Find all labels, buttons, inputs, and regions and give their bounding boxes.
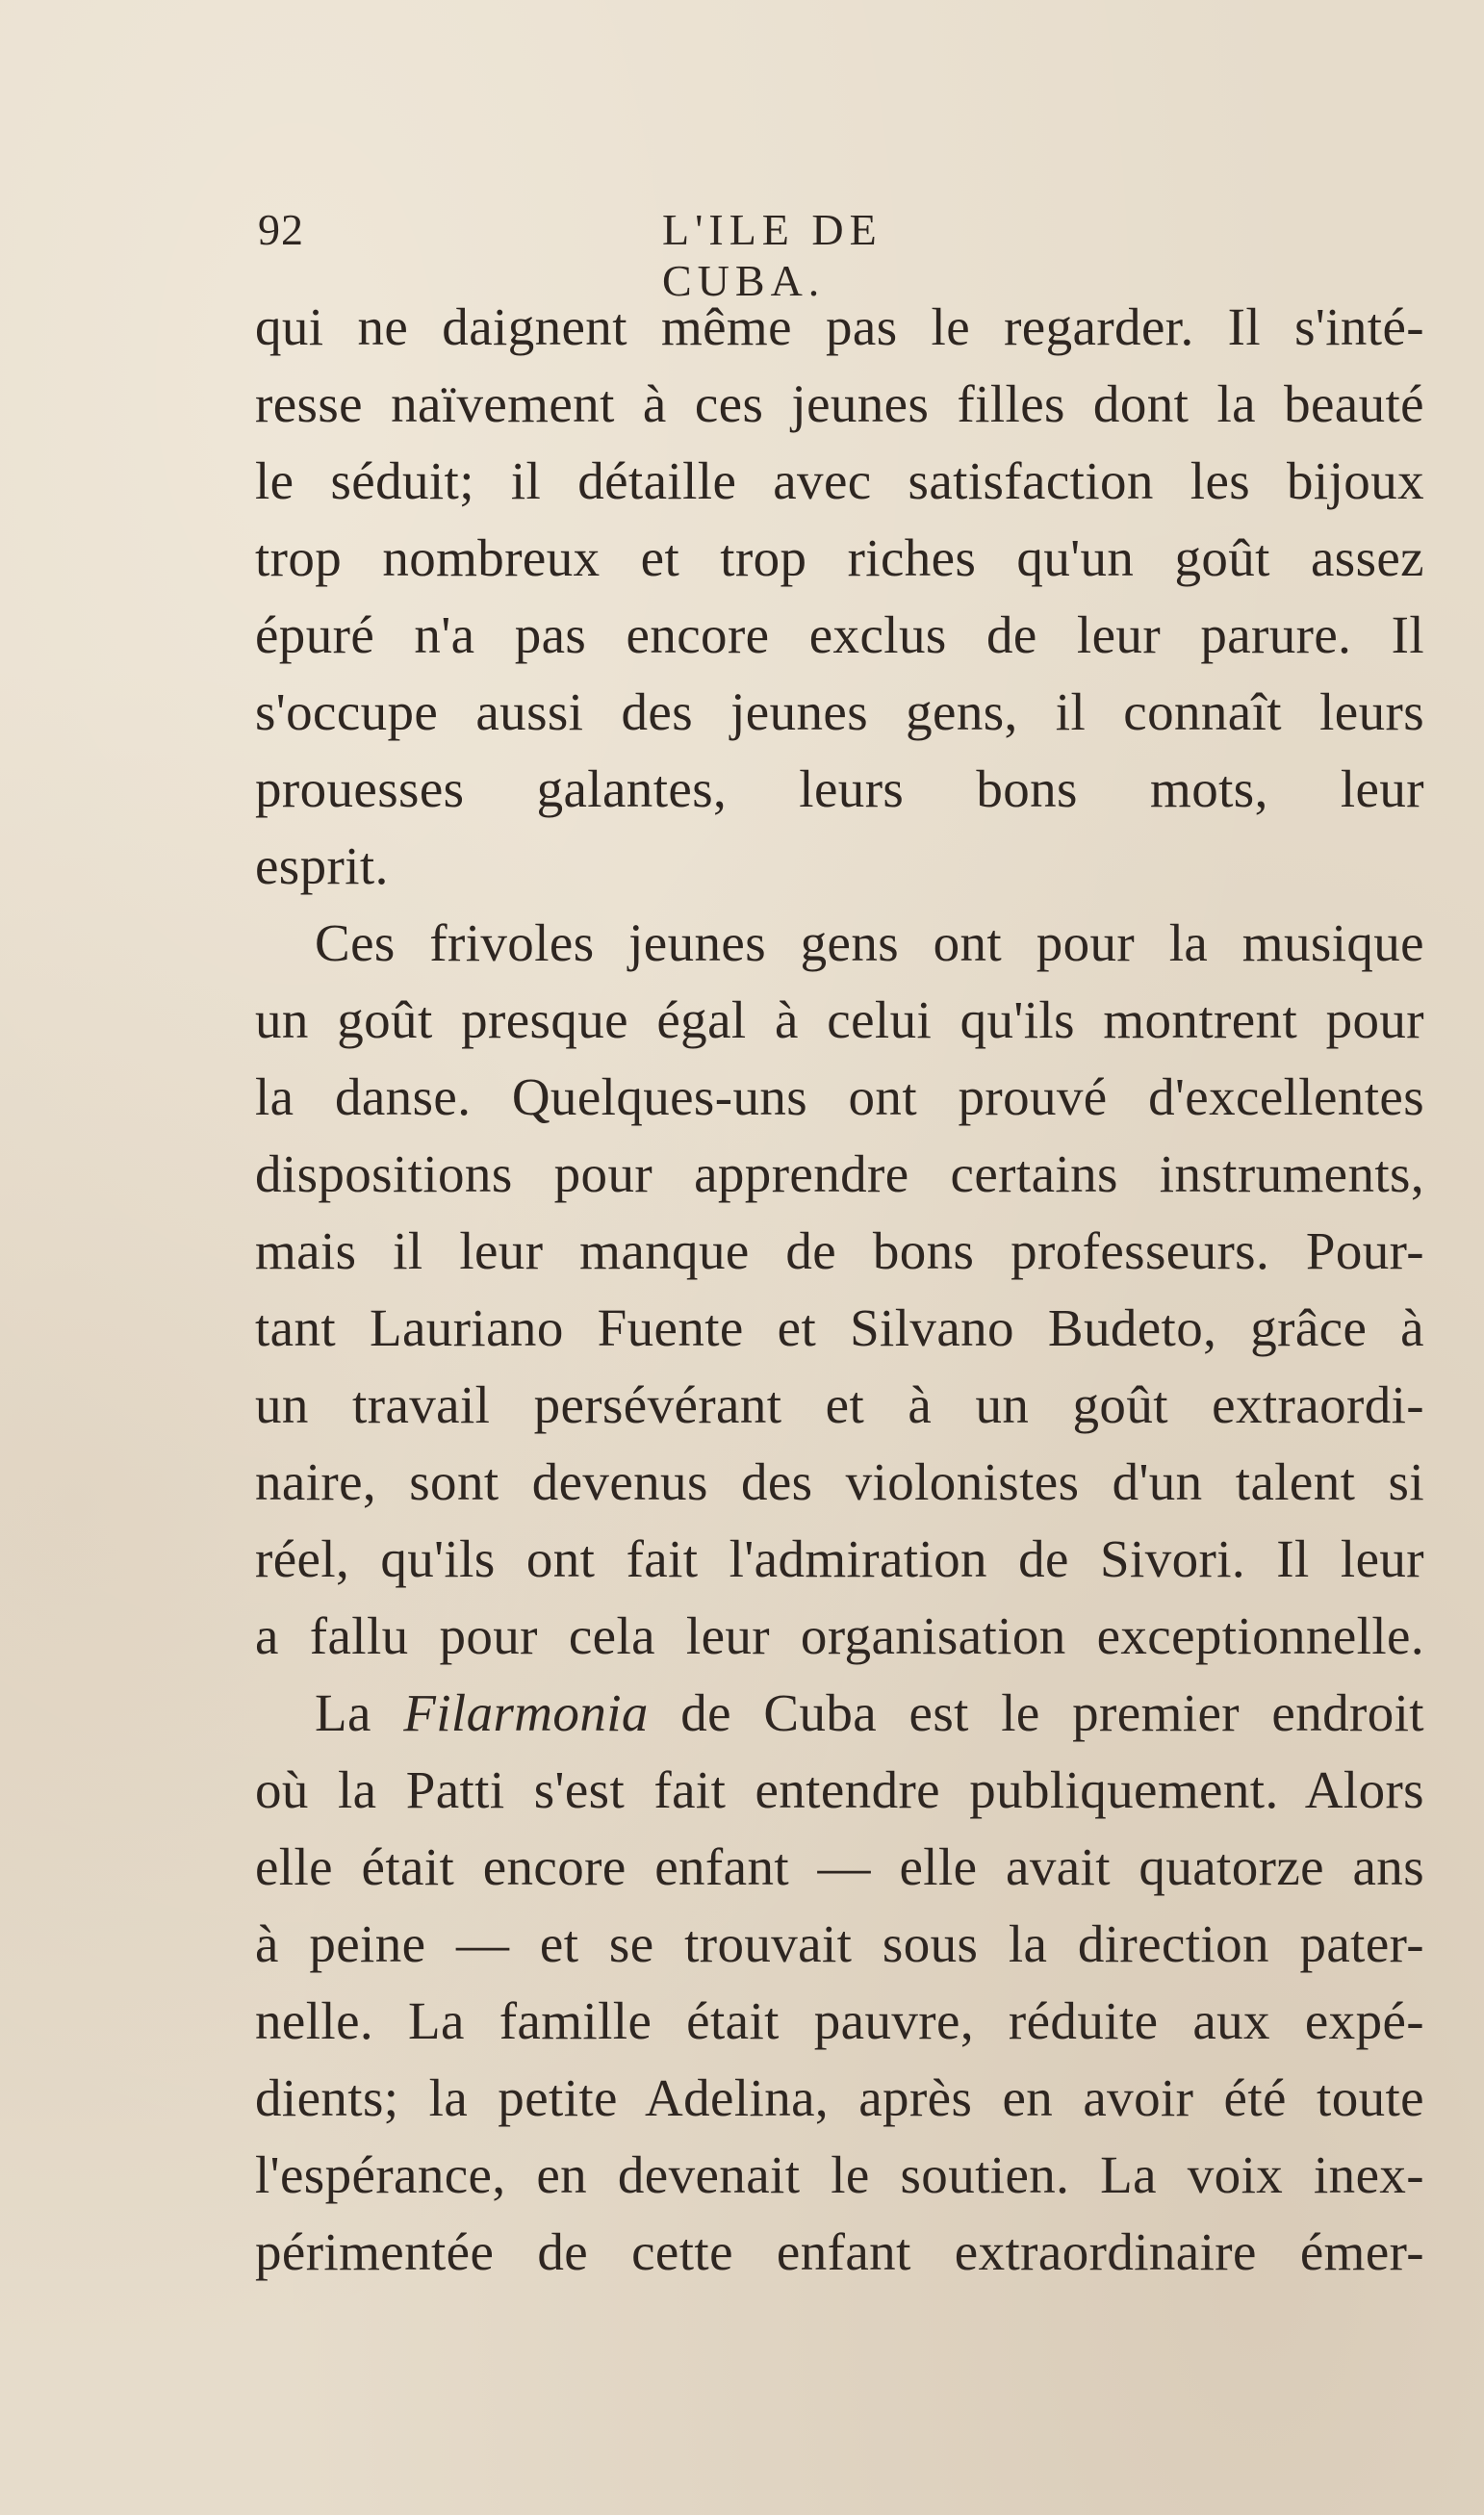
running-head: L'ILE DE CUBA. <box>662 205 883 305</box>
text-run: de Cuba est le premier endroit <box>648 1683 1424 1742</box>
text-line: dispositions pour apprendre certains instruments, <box>255 1144 1424 1203</box>
text-line: la danse. Quelques-uns ont prouvé d'excellentes <box>255 1067 1424 1126</box>
text-line: périmentée de cette enfant extraordinaire émer- <box>255 2222 1424 2281</box>
text-run: La <box>315 1683 404 1742</box>
body-text <box>255 289 1424 2291</box>
text-line: a fallu pour cela leur organisation exceptionnelle. <box>255 1606 1424 1665</box>
text-line: nelle. La famille était pauvre, réduite aux expé- <box>255 1991 1424 2050</box>
paragraph-start-line: Ces frivoles jeunes gens ont pour la musique <box>315 913 1424 972</box>
text-line: à peine — et se trouvait sous la direction pater- <box>255 1914 1424 1973</box>
text-line: où la Patti s'est fait entendre publiquement. Alors <box>255 1760 1424 1819</box>
text-line: un travail persévérant et à un goût extraordi- <box>255 1375 1424 1434</box>
page-number: 92 <box>258 205 304 254</box>
text-line: le séduit; il détaille avec satisfaction les bijoux <box>255 451 1424 510</box>
text-line: trop nombreux et trop riches qu'un goût assez <box>255 528 1424 587</box>
text-line: tant Lauriano Fuente et Silvano Budeto, grâce à <box>255 1298 1424 1357</box>
italic-title: Filarmonia <box>403 1683 649 1742</box>
text-line: épuré n'a pas encore exclus de leur parure. Il <box>255 605 1424 664</box>
text-line: un goût presque égal à celui qu'ils montrent pour <box>255 990 1424 1049</box>
text-line: s'occupe aussi des jeunes gens, il connaît leurs <box>255 682 1424 741</box>
text-line: dients; la petite Adelina, après en avoir été toute <box>255 2068 1424 2127</box>
text-line: qui ne daignent même pas le regarder. Il s'inté- <box>255 297 1424 356</box>
text-line: prouesses galantes, leurs bons mots, leur <box>255 759 1424 818</box>
text-line: elle était encore enfant — elle avait quatorze ans <box>255 1837 1424 1896</box>
text-line: resse naïvement à ces jeunes filles dont la beauté <box>255 374 1424 433</box>
text-line: esprit. <box>255 836 389 895</box>
text-line: réel, qu'ils ont fait l'admiration de Sivori. Il leur <box>255 1529 1424 1588</box>
page-header <box>258 204 1047 305</box>
text-line: l'espérance, en devenait le soutien. La voix inex- <box>255 2145 1424 2204</box>
text-line: mais il leur manque de bons professeurs. Pour- <box>255 1221 1424 1280</box>
paragraph-start-line <box>255 1675 1424 1752</box>
text-line: naire, sont devenus des violonistes d'un talent si <box>255 1452 1424 1511</box>
